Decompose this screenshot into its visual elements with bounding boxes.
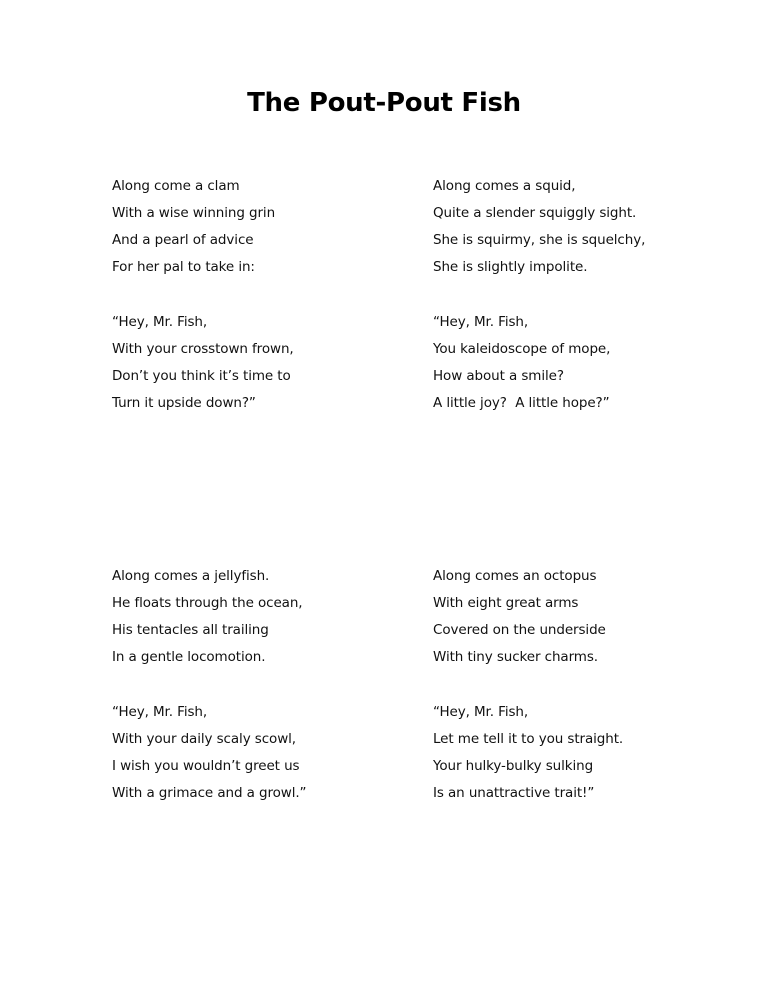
poem-line: I wish you wouldn’t greet us xyxy=(112,758,300,774)
poem-line: He floats through the ocean, xyxy=(112,595,303,611)
poem-line: A little joy? A little hope?” xyxy=(433,395,610,411)
stanza-jellyfish xyxy=(112,563,412,671)
poem-line: Let me tell it to you straight. xyxy=(433,731,624,747)
poem-line: His tentacles all trailing xyxy=(112,622,269,638)
poem-line: “Hey, Mr. Fish, xyxy=(433,704,529,720)
poem-line: With a wise winning grin xyxy=(112,205,276,221)
poem-line: Along comes a squid, xyxy=(433,178,576,194)
poem-line: She is slightly impolite. xyxy=(433,259,588,275)
poem-line: With eight great arms xyxy=(433,595,579,611)
poem-line: With your daily scaly scowl, xyxy=(112,731,296,747)
poem-line: Covered on the underside xyxy=(433,622,606,638)
poem-line: Along comes a jellyfish. xyxy=(112,568,270,584)
poem-line: She is squirmy, she is squelchy, xyxy=(433,232,646,248)
poem-line: Quite a slender squiggly sight. xyxy=(433,205,637,221)
poem-line: Along come a clam xyxy=(112,178,240,194)
stanza-octopus-quote xyxy=(433,699,733,807)
poem-line: With a grimace and a growl.” xyxy=(112,785,307,801)
poem-line: Is an unattractive trait!” xyxy=(433,785,595,801)
stanza-squid xyxy=(433,173,733,281)
stanza-octopus xyxy=(433,563,733,671)
stanza-squid-quote xyxy=(433,309,733,417)
poem-line: And a pearl of advice xyxy=(112,232,254,248)
poem-line: “Hey, Mr. Fish, xyxy=(112,704,208,720)
poem-line: In a gentle locomotion. xyxy=(112,649,266,665)
poem-line: How about a smile? xyxy=(433,368,564,384)
poem-line: Your hulky-bulky sulking xyxy=(433,758,594,774)
poem-line: You kaleidoscope of mope, xyxy=(433,341,611,357)
stanza-clam-quote xyxy=(112,309,412,417)
poem-line: “Hey, Mr. Fish, xyxy=(112,314,208,330)
poem-line: Along comes an octopus xyxy=(433,568,597,584)
poem-line: Don’t you think it’s time to xyxy=(112,368,291,384)
poem-line: Turn it upside down?” xyxy=(112,395,256,411)
poem-line: “Hey, Mr. Fish, xyxy=(433,314,529,330)
poem-line: With tiny sucker charms. xyxy=(433,649,598,665)
poem-line: With your crosstown frown, xyxy=(112,341,294,357)
document-title: The Pout-Pout Fish xyxy=(247,88,521,118)
stanza-clam xyxy=(112,173,412,281)
poem-line: For her pal to take in: xyxy=(112,259,255,275)
stanza-jellyfish-quote xyxy=(112,699,412,807)
